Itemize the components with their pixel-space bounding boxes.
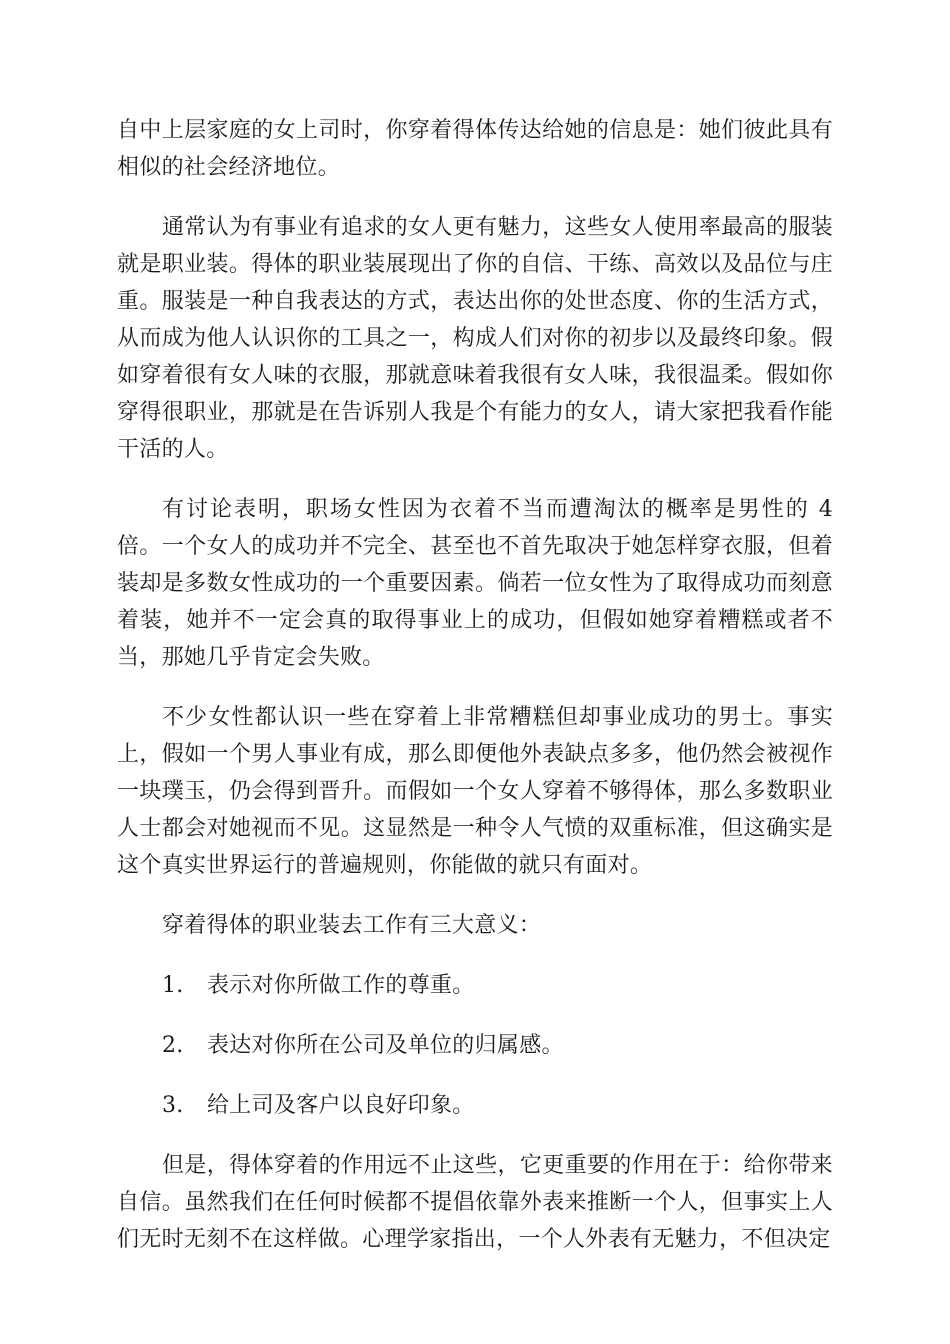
paragraph-professional-attire: 通常认为有事业有追求的女人更有魅力，这些女人使用率最高的服装就是职业装。得体的职业装展现出了你的自信、干练、高效以及品位与庄重。服装是一种自我表达的方式，表达出你的处世态度、你的生活方式，从而成为他人认识你的工具之一，构成人们对你的初步以及最终印象。假如穿着很有女人味的衣服，那就意味着我很有女人味，我很温柔。假如你穿得很职业，那就是在告诉别人我是个有能力的女人，请大家把我看作能干活的人。 bbox=[117, 215, 833, 462]
document-page bbox=[117, 112, 833, 1281]
list-item bbox=[117, 1087, 833, 1124]
paragraph-continuation: 自中上层家庭的女上司时，你穿着得体传达给她的信息是：她们彼此具有相似的社会经济地位。 bbox=[117, 118, 833, 180]
list-text: 给上司及客户以良好印象。 bbox=[207, 1093, 475, 1118]
list-number: 2. bbox=[162, 1033, 184, 1058]
list-item bbox=[117, 967, 833, 1004]
list-number: 3. bbox=[162, 1093, 184, 1118]
paragraph-research: 有讨论表明，职场女性因为衣着不当而遭淘汰的概率是男性的 4 倍。一个女人的成功并不完全、甚至也不首先取决于她怎样穿衣服，但着装却是多数女性成功的一个重要因素。倘若一位女性为了取得成功而刻意着装，她并不一定会真的取得事业上的成功，但假如她穿着糟糕或者不当，那她几乎肯定会失败。 bbox=[117, 497, 833, 670]
paragraph-three-meanings: 穿着得体的职业装去工作有三大意义： bbox=[162, 913, 542, 938]
paragraph-double-standard: 不少女性都认识一些在穿着上非常糟糕但却事业成功的男士。事实上，假如一个男人事业有成，那么即便他外表缺点多多，他仍然会被视作一块璞玉，仍会得到晋升。而假如一个女人穿着不够得体，那么多数职业人士都会对她视而不见。这显然是一种令人气愤的双重标准，但这确实是这个真实世界运行的普遍规则，你能做的就只有面对。 bbox=[117, 705, 833, 878]
list-number: 1. bbox=[162, 973, 184, 998]
list-text: 表示对你所做工作的尊重。 bbox=[207, 973, 475, 998]
list-item bbox=[117, 1027, 833, 1064]
paragraph-confidence: 但是，得体穿着的作用远不止这些，它更重要的作用在于：给你带来自信。虽然我们在任何时候都不提倡依靠外表来推断一个人，但事实上人们无时无刻不在这样做。心理学家指出，一个人外表有无魅力，不但决定 bbox=[117, 1153, 833, 1252]
list-text: 表达对你所在公司及单位的归属感。 bbox=[207, 1033, 564, 1058]
